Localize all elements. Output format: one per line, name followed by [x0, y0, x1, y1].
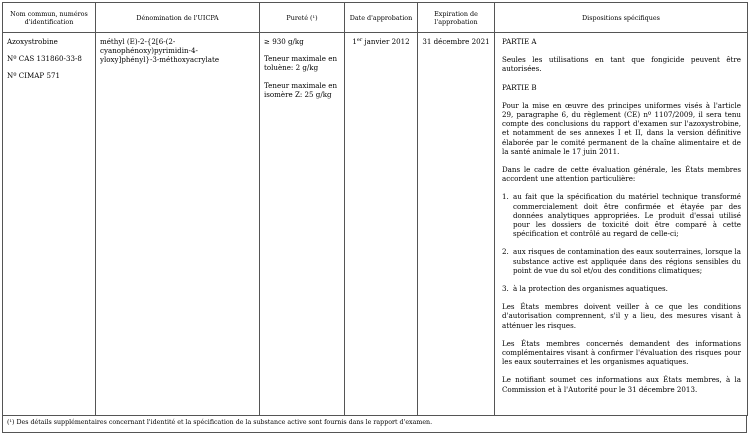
part-a-title: PARTIE A	[502, 37, 537, 46]
header-row	[3, 3, 748, 33]
isomer-limit: Teneur maximale en isomère Z: 25 g/kg	[264, 80, 338, 99]
header-expiry-date: Expiration de l'approbation	[418, 3, 495, 33]
list-item: 3. à la protection des organismes aquatiques.	[502, 284, 668, 294]
header-approval-date: Date d'approbation	[345, 3, 418, 33]
table-row	[3, 33, 748, 416]
substance-table	[2, 2, 748, 416]
header-purity: Pureté (¹)	[260, 3, 345, 33]
provision-paragraph-1: Pour la mise en œuvre des principes uniformes visés à l'article 29, paragraphe 6, du règlement (CE) nº 1107/2009, il sera tenu compte des conclusions du rapport d'examen sur l'azoxystrobine, et notamment de ses annexes I et II, dans la version définitive élaborée par le comité permanent de la chaîne alimentaire et de la santé animale le 17 juin 2011.	[502, 100, 741, 156]
cell-expiry-date	[418, 33, 495, 416]
cas-number: Nº CAS 131860-33-8	[7, 54, 82, 64]
toluene-limit: Teneur maximale en toluène: 2 g/kg	[264, 54, 338, 73]
cell-specific-provisions	[495, 33, 748, 416]
cell-purity	[260, 33, 345, 416]
cell-common-name	[3, 33, 96, 416]
cimap-number: Nº CIMAP 571	[7, 71, 60, 81]
header-specific-provisions: Dispositions spécifiques	[495, 3, 748, 33]
iupac-name: méthyl (E)-2-{2[6-(2-cyanophénoxy)pyrimidin-4-yloxy]phényl}-3-méthoxyacrylate	[100, 37, 220, 65]
part-b-title: PARTIE B	[502, 82, 537, 92]
part-a-text: Seules les utilisations en tant que fongicide peuvent être autorisées.	[502, 55, 741, 74]
provision-paragraph-5: Le notifiant soumet ces informations aux États membres, à la Commission et à l'Autorité pour le 31 décembre 2013.	[502, 375, 741, 394]
list-item: 2. aux risques de contamination des eaux souterraines, lorsque la substance active est appliquée dans des régions sensibles du point de vue du sol et/ou des conditions climatiques;	[502, 247, 741, 275]
provision-paragraph-3: Les États membres doivent veiller à ce que les conditions d'autorisation comprennent, s'il y a lieu, des mesures visant à atténuer les risques.	[502, 302, 741, 330]
provision-paragraph-4: Les États membres concernés demandent des informations complémentaires visant à confirmer l'évaluation des risques pour les eaux souterraines et les organismes aquatiques.	[502, 338, 741, 367]
expiry-date: 31 décembre 2021	[422, 37, 490, 46]
list-item: 1. au fait que la spécification du matériel technique transformé commercialement doit être confirmée et étayée par des données analytiques appropriées. Le produit d'essai utilisé pour les dossiers de toxicité doit être comparé à cette spécification et contrôlé au regard de celle-ci;	[502, 192, 741, 239]
header-iupac-name: Dénomination de l'UICPA	[96, 3, 260, 33]
substance-name: Azoxystrobine	[7, 37, 58, 46]
footnote: (¹) Des détails supplémentaires concernant l'identité et la spécification de la substance active sont fournis dans le rapport d'examen.	[2, 415, 747, 433]
header-common-name: Nom commun, numéros d'identification	[3, 3, 96, 33]
approval-date: 1er janvier 2012	[352, 37, 410, 46]
cell-iupac-name	[96, 33, 260, 416]
cell-approval-date	[345, 33, 418, 416]
purity-value: ≥ 930 g/kg	[264, 37, 304, 46]
provision-paragraph-2: Dans le cadre de cette évaluation générale, les États membres accordent une attention particulière:	[502, 165, 741, 184]
